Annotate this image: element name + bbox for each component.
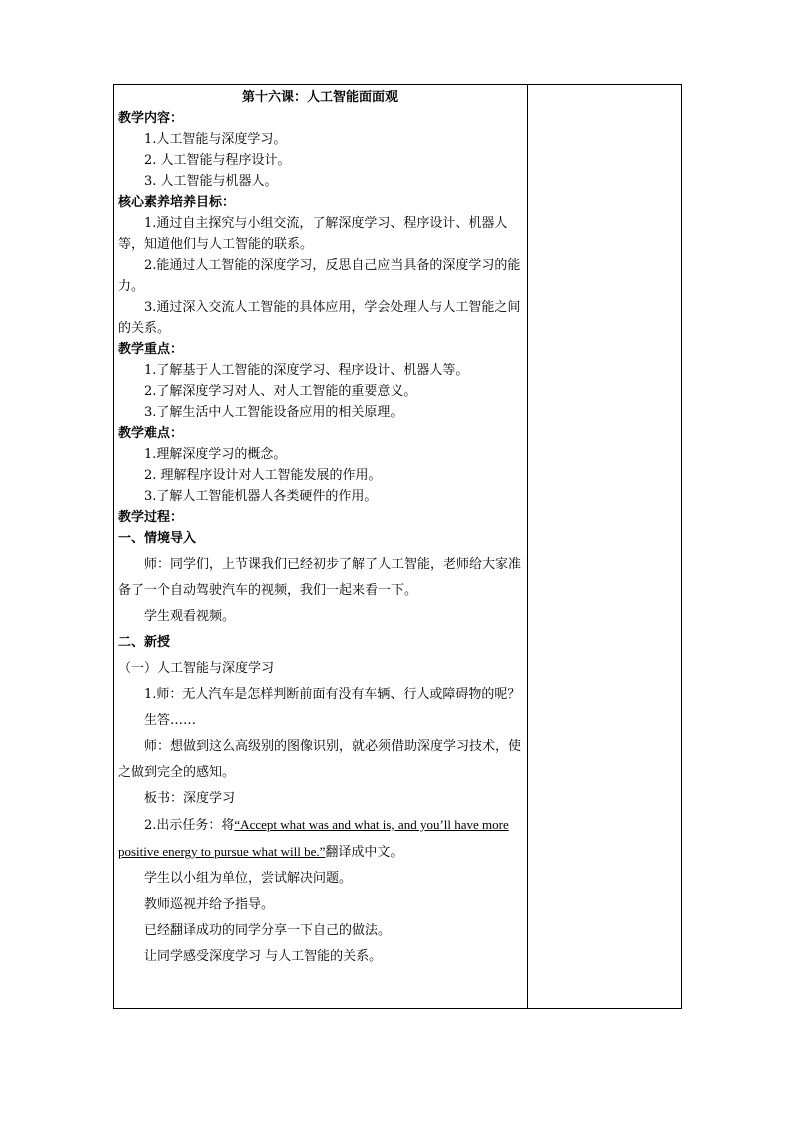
- notes-column: [528, 85, 681, 1008]
- content-item: 2. 人工智能与程序设计。: [144, 153, 291, 168]
- content-item: 3. 人工智能与机器人。: [144, 174, 278, 189]
- difficulty-item: 2. 理解程序设计对人工智能发展的作用。: [144, 468, 382, 483]
- goal-item: 3.通过深入交流人工智能的具体应用，学会处理人与人工智能之间的关系。: [118, 300, 521, 336]
- teacher-explanation: 师：想做到这么高级别的图像识别，就必须借助深度学习技术，使之做到完全的感知。: [118, 739, 522, 780]
- section1-heading: 一、情境导入: [118, 531, 197, 546]
- task-quote: “Accept what was and what is, and you’ll have more positive energy to pursue what will be.”: [118, 817, 509, 859]
- key-points-heading: 教学重点：: [118, 342, 184, 357]
- key-point-item: 3.了解生活中人工智能设备应用的相关原理。: [144, 405, 404, 420]
- section1-teacher: 师：同学们，上节课我们已经初步了解了人工智能，老师给大家准备了一个自动驾驶汽车的视频，我们一起来看一下。: [118, 557, 522, 598]
- goal-item: 1.通过自主探究与小组交流，了解深度学习、程序设计、机器人等，知道他们与人工智能的联系。: [118, 216, 508, 252]
- section2-heading: 二、新授: [118, 635, 171, 650]
- lesson-title: 第十六课：人工智能面面观: [241, 90, 398, 105]
- section1-students: 学生观看视频。: [144, 609, 236, 624]
- sub1-heading: （一）人工智能与深度学习: [118, 661, 275, 676]
- question-1: 1.师：无人汽车是怎样判断前面有没有车辆、行人或障碍物的呢？: [144, 687, 521, 702]
- lesson-table: [113, 84, 682, 1009]
- share-method: 已经翻译成功的同学分享一下自己的做法。: [144, 923, 392, 938]
- feel-relation: 让同学感受深度学习 与人工智能的关系。: [144, 949, 383, 964]
- task-paragraph: [118, 812, 522, 866]
- lesson-content: [118, 87, 522, 970]
- difficulty-item: 1.理解深度学习的概念。: [144, 447, 287, 462]
- content-item: 1.人工智能与深度学习。: [144, 132, 287, 147]
- process-heading: 教学过程：: [118, 510, 184, 525]
- group-work: 学生以小组为单位，尝试解决问题。: [144, 871, 353, 886]
- board-note: 板书：深度学习: [144, 791, 236, 806]
- goal-item: 2.能通过人工智能的深度学习，反思自己应当具备的深度学习的能力。: [118, 258, 521, 294]
- key-point-item: 2.了解深度学习对人、对人工智能的重要意义。: [144, 384, 417, 399]
- difficulty-item: 3.了解人工智能机器人各类硬件的作用。: [144, 489, 378, 504]
- student-answer: 生答……: [144, 713, 197, 728]
- difficulty-heading: 教学难点：: [118, 426, 184, 441]
- teacher-guide: 教师巡视并给予指导。: [144, 897, 275, 912]
- content-heading: 教学内容：: [118, 111, 184, 126]
- task-suffix: 翻译成中文。: [325, 845, 404, 860]
- task-prefix: 2.出示任务：将: [144, 818, 235, 833]
- key-point-item: 1.了解基于人工智能的深度学习、程序设计、机器人等。: [144, 363, 469, 378]
- goals-heading: 核心素养培养目标：: [118, 195, 236, 210]
